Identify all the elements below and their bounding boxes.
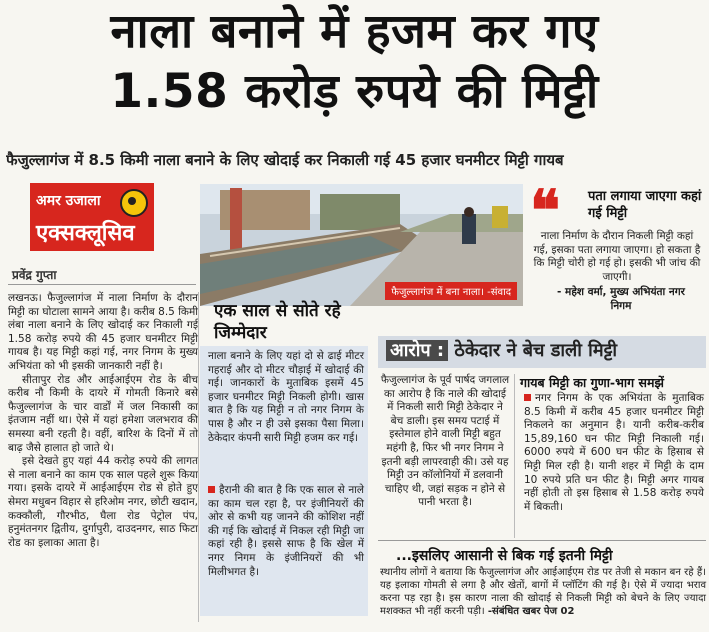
subheadline: फैजुल्लागंज में 8.5 किमी नाला बनाने के लिए खोदाई कर निकाली गई 45 हजार घनमीटर मिट्टी गायब [6, 151, 564, 169]
quote-mark-icon: ❝ [530, 178, 561, 244]
brand-logo-icon [120, 189, 148, 217]
paragraph-3: इसे देखते हुए यहां 44 करोड़ रुपये की लागत से नाला बनाने का काम एक साल पहले शुरू किया गया। इसके दायरे में आईआईएम रोड से होते हुए सेमरा मधुबन विहार से हरिओम नगर, छोटी खदान, कक्कौली, गौरभीठ, घैला रोड पेट्रोल पंप, हनुमंतनगर द्वितीय, दुर्गापुरी, दाउदनगर, साठ फिटा रोड का इलाका आता है। [8, 455, 198, 549]
badge-brand: अमर उजाला [36, 193, 101, 209]
column-divider [198, 292, 199, 622]
sidebar-title: एक साल से सोते रहे जिम्मेदार [214, 301, 341, 343]
byline-divider [8, 284, 196, 285]
bottom-section-title: ...इसलिए आसानी से बिक गई इतनी मिट्टी [396, 548, 613, 564]
math-box-title: गायब मिट्टी का गुणा-भाग समझें [520, 375, 664, 390]
bottom-section-body [380, 566, 706, 618]
drain-photo [200, 184, 523, 306]
article-column-1 [8, 292, 198, 550]
bullet-icon-2 [524, 394, 531, 401]
bullet-icon [208, 486, 215, 493]
quote-attribution: - महेश वर्मा, मुख्य अभियंता नगर निगम [557, 286, 685, 312]
exclusive-badge [30, 183, 154, 251]
column-divider-2 [514, 374, 515, 538]
paragraph-1: लखनऊ। फैजुल्लागंज में नाला निर्माण के दौरान मिट्टी का घोटाला सामने आया है। करीब 8.5 किमी लंबा नाला बनाने के लिए खोदाई कर निकाली गई 1.58 करोड़ रुपये की 45 हजार घनमीटर मिट्टी गायब है। यह मिट्टी कहां गई, नगर निगम के मुख्य अभियंता को भी इसकी जानकारी नहीं है। [8, 292, 198, 372]
byline: प्रवेंद्र गुप्ता [12, 268, 57, 282]
quote-title: पता लगाया जाएगा कहां गई मिट्टी [588, 189, 702, 221]
sidebar-paragraph-2 [208, 484, 364, 579]
math-box-text: नगर निगम के एक अभियंता के मुताबिक 8.5 किमी में करीब 45 हजार घनमीटर मिट्टी निकलने का अनुमान है। यानी करीब-करीब 15,89,160 घन फीट मिट्टी निकाली गई। 6000 रुपये में 600 घन फीट के हिसाब से मिट्टी मिल रही है। यानी शहर में मिट्टी के दाम 10 रुपये प्रति घन फीट है। मिट्टी अगर गायब नहीं होती तो इस हिसाब से 1.58 करोड़ रुपये में बिकती। [524, 392, 704, 513]
math-box-body [524, 392, 704, 514]
paragraph-2: सीतापुर रोड और आईआईएम रोड के बीच करीब नौ किमी के दायरे में गोमती किनारे बसे फैजुल्लागंज के चार वार्डों में जल निकासी का इंतजाम नहीं था। ऐसे में यहां हमेशा जलभराव की समस्या बनी रहती है। वहीं, बारिश के दिनों में तो बाढ़ जैसे हालात हो जाते थे। [8, 373, 198, 454]
quote-body: नाला निर्माण के दौरान निकली मिट्टी कहां गई, इसका पता लगाया जाएगा। हो सकता है कि मिट्टी चोरी हो गई हो। इसकी भी जांच की जाएगी। [533, 230, 701, 283]
allegation-banner [378, 336, 706, 368]
allegation-paragraph: फैजुल्लागंज के पूर्व पार्षद जगलाल का आरोप है कि नाले की खोदाई में निकली सारी मिट्टी ठेकेदार ने बेच डाली। इस समय पटाई में इस्तेमाल होने वाली मिट्टी बहुत महंगी है, फिर भी नगर निगम ने इतनी बड़ी लापरवाही की। उसे यह मिट्टी उन कॉलोनियों में डलवानी चाहिए थी, जहां सड़क न होने से पानी भरता है। [380, 374, 510, 509]
bottom-section-text: स्थानीय लोगों ने बताया कि फैजुल्लागंज और आईआईएम रोड पर तेजी से मकान बन रहे हैं। यह इलाका गोमती से लगा है और खेतों, बागों में प्लॉटिंग की गई है। ऐसे में ज्यादा भराव करना पड़ रहा है। इस कारण नाला की खोदाई से निकली मिट्टी को बेचने के लिए ज्यादा मशक्कत भी नहीं करनी पड़ी। [380, 567, 706, 617]
related-news-ref: -संबंधित खबर पेज 02 [487, 606, 575, 617]
sidebar-paragraph-2-text: हैरानी की बात है कि एक साल से नाले का काम चल रहा है, पर इंजीनियरों की ओर से कभी यह जानने की कोशिश नहीं की गई कि खोदाई में निकल रही मिट्टी जा कहां रही है। इससे साफ है कि खेल में नगर निगम के इंजीनियरों की भी मिलीभगत है। [208, 484, 364, 578]
allegation-text: ठेकेदार ने बेच डाली मिट्टी [454, 340, 618, 361]
badge-label: एक्सक्लूसिव [36, 221, 135, 246]
allegation-label: आरोप : [386, 340, 448, 361]
bottom-divider [378, 540, 706, 541]
headline-line-2: 1.58 करोड़ रुपये की मिट्टी [110, 64, 599, 119]
headline-line-1: नाला बनाने में हजम कर गए [110, 4, 599, 59]
sidebar-paragraph-1: नाला बनाने के लिए यहां दो से ढाई मीटर गहराई और दो मीटर चौड़ाई में खोदाई की गई। जानकारों के मुताबिक इसमें 45 हजार घनमीटर मिट्टी निकली होगी। खास बात है कि यह मिट्टी न तो नगर निगम के पास है और न ही उसे इसका पैसा मिला। ठेकेदार कंपनी सारी मिट्टी हजम कर गई। [208, 350, 364, 444]
photo-caption: फैजुल्लागंज में बना नाला। -संवाद [385, 282, 517, 300]
